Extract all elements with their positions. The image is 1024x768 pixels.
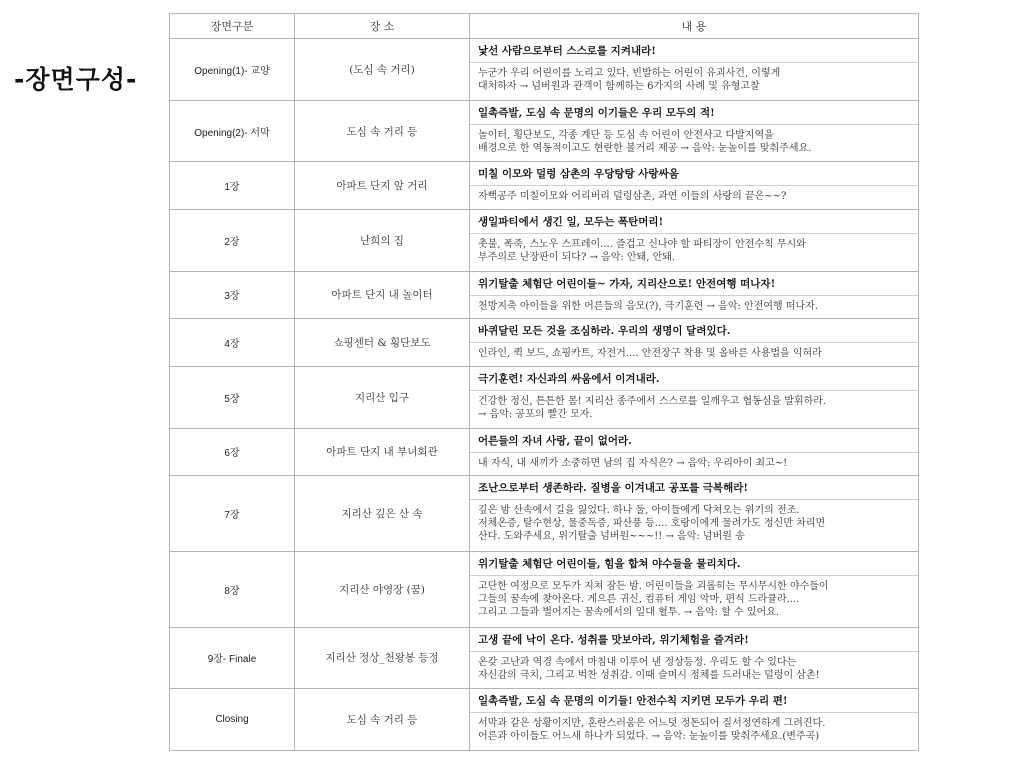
content-headline: 바퀴달린 모든 것을 조심하라. 우리의 생명이 달려있다. bbox=[470, 319, 918, 343]
header-content: 내 용 bbox=[470, 14, 919, 39]
content-headline: 조난으로부터 생존하라. 질병을 이겨내고 공포를 극복해라! bbox=[470, 476, 918, 500]
table-row bbox=[170, 209, 919, 271]
content-detail bbox=[470, 343, 918, 362]
place-cell: 쇼핑센터 & 횡단보도 bbox=[295, 319, 470, 367]
content-headline: 어른들의 자녀 사랑, 끝이 없어라. bbox=[470, 429, 918, 453]
scene-cell: Closing bbox=[170, 689, 295, 751]
content-detail-line: 대처하자 → 넘버원과 관객이 함께하는 6가지의 사례 및 유형고찰 bbox=[478, 81, 760, 92]
content-detail-line: 내 자식, 내 새끼가 소중하면 남의 집 자식은? → 음악: 우리아이 최고~! bbox=[478, 457, 788, 469]
table-row bbox=[170, 271, 919, 319]
content-detail bbox=[470, 652, 918, 684]
content-detail bbox=[470, 234, 918, 266]
content-detail-line: 산다. 도와주세요, 위기탈출 넘버원~~~!! → 음악: 넘버원 송 bbox=[478, 531, 745, 543]
table-row bbox=[170, 476, 919, 552]
table-row bbox=[170, 551, 919, 627]
scene-cell: 8장 bbox=[170, 551, 295, 627]
header-place: 장 소 bbox=[295, 14, 470, 39]
content-cell bbox=[470, 162, 919, 210]
scene-cell: Opening(2)- 서막 bbox=[170, 100, 295, 162]
content-detail-line: 부주의로 난장판이 되다? → 음악: 안돼, 안돼. bbox=[478, 251, 676, 263]
content-cell bbox=[470, 366, 919, 428]
content-detail-line: 서막과 같은 상황이지만, 혼란스러움은 어느덧 정돈되어 질서정연하게 그려진다. bbox=[478, 718, 826, 730]
content-detail-line: 누군가 우리 어린이를 노리고 있다. 빈발하는 어린이 유괴사건, 이렇게 bbox=[478, 68, 781, 79]
place-cell: 아파트 단지 내 놀이터 bbox=[295, 271, 470, 319]
content-headline: 일촉즉발, 도심 속 문명의 이기들! 안전수칙 지키면 모두가 우리 편! bbox=[470, 689, 918, 713]
content-detail-line: 건강한 정신, 튼튼한 몸! 지리산 종주에서 스스로를 일깨우고 협동심을 발휘하라. bbox=[478, 395, 827, 407]
content-headline: 위기탈출 체험단 어린이들~ 가자, 지리산으로! 안전여행 떠나자! bbox=[470, 272, 918, 296]
content-headline: 생일파티에서 생긴 일, 모두는 폭탄머리! bbox=[470, 210, 918, 234]
scene-cell: 1장 bbox=[170, 162, 295, 210]
content-detail-line: 그리고 그들과 벌어지는 꿈속에서의 일대 혈투. → 음악: 할 수 있어요. bbox=[478, 606, 780, 618]
table-row bbox=[170, 319, 919, 367]
content-detail-line: 그들의 꿈속에 찾아온다. 게으른 귀신, 컴퓨터 게임 악마, 편식 드라큘라.... bbox=[478, 593, 800, 605]
table-row bbox=[170, 100, 919, 162]
content-detail bbox=[470, 391, 918, 423]
scene-cell: 2장 bbox=[170, 209, 295, 271]
content-detail bbox=[470, 713, 918, 745]
page-title: -장면구성- bbox=[14, 65, 138, 94]
place-cell: 아파트 단지 앞 거리 bbox=[295, 162, 470, 210]
content-detail-line: 배경으로 한 역동적이고도 현란한 볼거리 제공 → 음악: 눈높이를 맞춰주세요. bbox=[478, 142, 812, 154]
table-row bbox=[170, 689, 919, 751]
table-body bbox=[170, 39, 919, 751]
content-detail-line: 고단한 여정으로 모두가 지쳐 잠든 밤. 어린이들을 괴롭히는 무시무시한 야수들이 bbox=[478, 580, 829, 592]
place-cell: 지리산 깊은 산 속 bbox=[295, 476, 470, 552]
scene-cell: 6장 bbox=[170, 428, 295, 476]
content-detail-line: 인라인, 퀵 보드, 쇼핑카트, 자전거.... 안전장구 착용 및 올바른 사용법을 익혀라 bbox=[478, 348, 822, 360]
scene-cell: 4장 bbox=[170, 319, 295, 367]
content-detail-line: 자신감의 극치, 그리고 벅찬 성취감. 이때 슬며시 정체를 드러내는 덜렁이 삼촌! bbox=[478, 669, 820, 681]
content-detail-line: 자뻑공주 미칠이모와 어리버리 덜렁삼촌, 과연 이들의 사랑의 끝은~~? bbox=[478, 191, 787, 203]
table-header-row bbox=[170, 14, 919, 39]
header-scene: 장면구분 bbox=[170, 14, 295, 39]
content-detail-line: 놀이터, 횡단보도, 각종 계단 등 도심 속 어린이 안전사고 다발지역을 bbox=[478, 129, 774, 141]
place-cell: 아파트 단지 내 부녀회관 bbox=[295, 428, 470, 476]
place-cell: 지리산 야영장 (꿈) bbox=[295, 551, 470, 627]
content-cell bbox=[470, 39, 919, 101]
content-detail-line: 저체온증, 탈수현상, 물중독증, 파산풍 등.... 호랑이에게 물려가도 정신만 차리면 bbox=[478, 518, 826, 530]
content-cell bbox=[470, 428, 919, 476]
content-detail-line: 온갖 고난과 역경 속에서 마침내 이루어 낸 정상등정. 우리도 할 수 있다는 bbox=[478, 656, 797, 668]
content-detail bbox=[470, 296, 918, 315]
scene-composition-table bbox=[169, 13, 919, 751]
content-cell bbox=[470, 689, 919, 751]
table-row bbox=[170, 162, 919, 210]
content-detail bbox=[470, 186, 918, 205]
table-row bbox=[170, 428, 919, 476]
place-cell: 난희의 집 bbox=[295, 209, 470, 271]
content-detail-line: 천방지축 아이들을 위한 어른들의 음모(?), 극기훈련 → 음악: 안전여행 떠나자. bbox=[478, 300, 819, 312]
place-cell: 지리산 입구 bbox=[295, 366, 470, 428]
content-cell bbox=[470, 209, 919, 271]
content-headline: 위기탈출 체험단 어린이들, 힘을 합쳐 야수들을 물리치다. bbox=[470, 552, 918, 576]
content-detail-line: 깊은 밤 산속에서 길을 잃었다. 하나 둘, 아이들에게 닥쳐오는 위기의 전조. bbox=[478, 505, 800, 517]
scene-cell: 7장 bbox=[170, 476, 295, 552]
content-detail-line: → 음악: 공포의 빨간 모자. bbox=[478, 408, 593, 420]
content-cell bbox=[470, 476, 919, 552]
scene-cell: 9장- Finale bbox=[170, 627, 295, 689]
scene-cell: 3장 bbox=[170, 271, 295, 319]
place-cell: 도심 속 거리 등 bbox=[295, 100, 470, 162]
content-cell bbox=[470, 319, 919, 367]
table-row bbox=[170, 39, 919, 101]
content-detail bbox=[470, 576, 918, 621]
content-detail-line: 촛불, 폭죽, 스노우 스프레이.... 즐겁고 신나야 할 파티장이 안전수칙 무시와 bbox=[478, 238, 806, 250]
content-cell bbox=[470, 627, 919, 689]
content-headline: 극기훈련! 자신과의 싸움에서 이겨내라. bbox=[470, 367, 918, 391]
content-detail bbox=[470, 500, 918, 545]
content-headline: 낯선 사람으로부터 스스로를 지켜내라! bbox=[470, 39, 918, 63]
content-headline: 일촉즉발, 도심 속 문명의 이기들은 우리 모두의 적! bbox=[470, 101, 918, 125]
content-cell bbox=[470, 271, 919, 319]
content-detail bbox=[470, 63, 918, 95]
scene-cell: 5장 bbox=[170, 366, 295, 428]
content-headline: 고생 끝에 낙이 온다. 성취를 맛보아라, 위기체험을 즐겨라! bbox=[470, 628, 918, 652]
content-detail bbox=[470, 125, 918, 157]
place-cell: (도심 속 거리) bbox=[295, 39, 470, 101]
content-cell bbox=[470, 551, 919, 627]
place-cell: 도심 속 거리 등 bbox=[295, 689, 470, 751]
place-cell: 지리산 정상_천왕봉 등정 bbox=[295, 627, 470, 689]
content-headline: 미칠 이모와 덜렁 삼촌의 우당탕탕 사랑싸움 bbox=[470, 162, 918, 186]
scene-cell: Opening(1)- 교양 bbox=[170, 39, 295, 101]
content-cell bbox=[470, 100, 919, 162]
content-detail-line: 어른과 아이들도 어느새 하나가 되었다. → 음악: 눈높이를 맞춰주세요.(변주곡) bbox=[478, 731, 820, 743]
table-row bbox=[170, 627, 919, 689]
content-detail bbox=[470, 453, 918, 472]
table-row bbox=[170, 366, 919, 428]
